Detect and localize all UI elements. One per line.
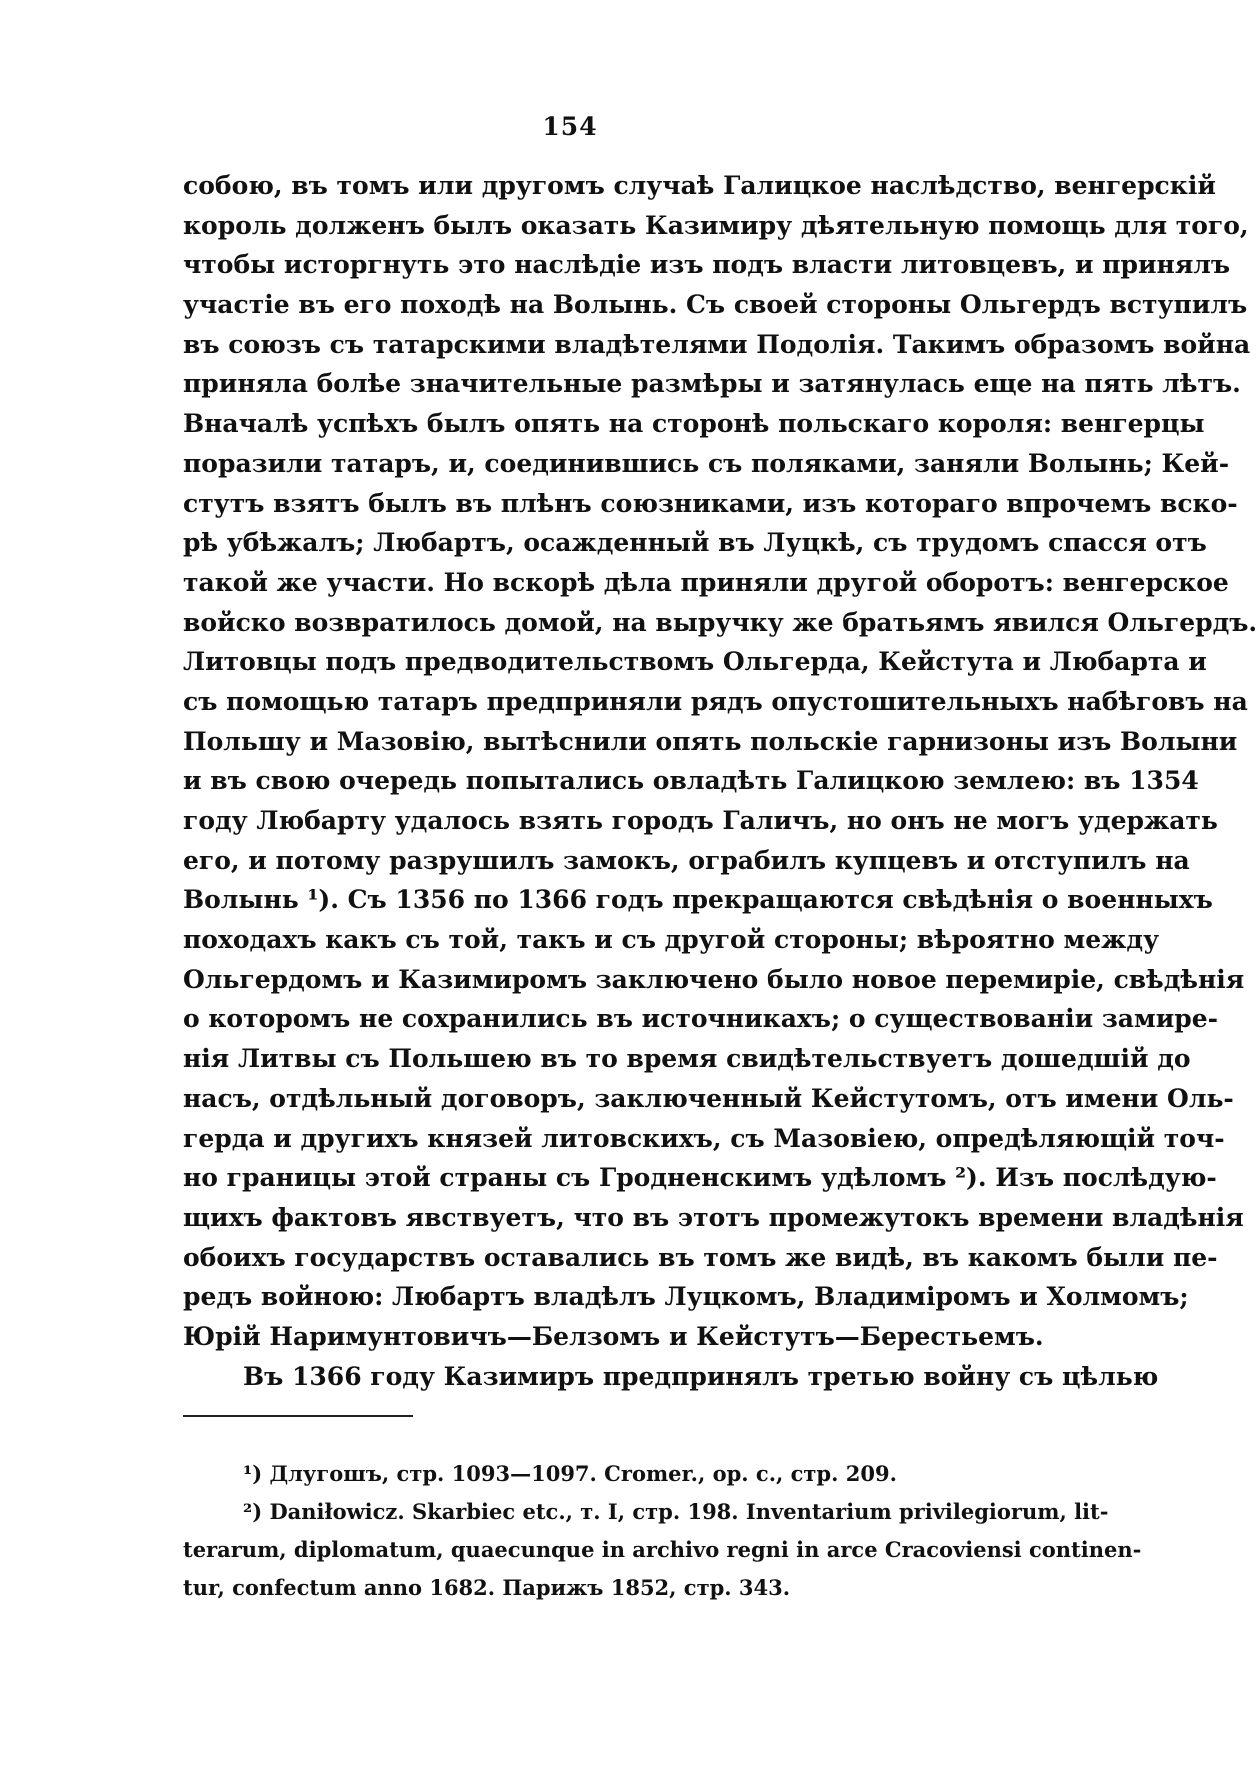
- text-line: король долженъ былъ оказать Казимиру дѣятельную помощь для того,: [183, 210, 1249, 240]
- text-line: войско возвратилось домой, на выручку же братьямъ явился Ольгердъ.: [183, 607, 1257, 637]
- text-line: собою, въ томъ или другомъ случаѣ Галицкое наслѣдство, венгерскій: [183, 171, 1216, 200]
- main-text: [183, 166, 1257, 1396]
- footnotes: [183, 1455, 1142, 1607]
- text-line: щихъ фактовъ явствуетъ, что въ этотъ промежутокъ времени владѣнія: [183, 1202, 1244, 1232]
- text-line: походахъ какъ съ той, такъ и съ другой стороны; вѣроятно между: [183, 925, 1160, 955]
- text-line: Волынь ¹). Съ 1356 по 1366 годъ прекращаются свѣдѣнія о военныхъ: [183, 885, 1213, 915]
- text-line: Литовцы подъ предводительствомъ Ольгерда, Кейстута и Любарта и: [183, 647, 1207, 677]
- text-line: съ помощью татаръ предприняли рядъ опустошительныхъ набѣговъ на: [183, 686, 1248, 716]
- text-line: рѣ убѣжалъ; Любартъ, осажденный въ Луцкѣ, съ трудомъ спасся отъ: [183, 528, 1207, 558]
- text-line: участіе въ его походѣ на Волынь. Съ своей стороны Ольгердъ вступилъ: [183, 290, 1248, 320]
- text-line: но границы этой страны съ Гродненскимъ удѣломъ ²). Изъ послѣдую-: [183, 1163, 1217, 1193]
- text-line: его, и потому разрушилъ замокъ, ограбилъ купцевъ и отступилъ на: [183, 845, 1190, 875]
- footnote-divider: [183, 1415, 413, 1417]
- text-line: редъ войною: Любартъ владѣлъ Луцкомъ, Владиміромъ и Холмомъ;: [183, 1282, 1189, 1312]
- text-line: Ольгердомъ и Казимиромъ заключено было новое перемиріе, свѣдѣнія: [183, 964, 1245, 994]
- text-line: нія Литвы съ Польшею въ то время свидѣтельствуетъ дошедшій до: [183, 1044, 1191, 1074]
- footnote-2-line: tur, confectum anno 1682. Парижъ 1852, стр. 343.: [183, 1575, 791, 1600]
- footnote-2-line: terarum, diplomatum, quaecunque in archivo regni in arce Cracoviensi continen-: [183, 1537, 1142, 1562]
- text-line: Польшу и Мазовію, вытѣснили опять польскіе гарнизоны изъ Волыни: [183, 726, 1238, 756]
- text-line: стутъ взятъ былъ въ плѣнъ союзниками, изъ котораго впрочемъ вско-: [183, 488, 1238, 518]
- text-line-new-paragraph: Въ 1366 году Казимиръ предпринялъ третью войну съ цѣлью: [243, 1361, 1159, 1391]
- text-line: обоихъ государствъ оставались въ томъ же видѣ, въ какомъ были пе-: [183, 1242, 1218, 1272]
- text-line: въ союзъ съ татарскими владѣтелями Подолія. Такимъ образомъ война: [183, 329, 1251, 359]
- text-line: поразили татаръ, и, соединившись съ поляками, заняли Волынь; Кей-: [183, 448, 1230, 478]
- text-line: и въ свою очередь попытались овладѣть Галицкою землею: въ 1354: [183, 766, 1199, 796]
- page-number: 154: [542, 112, 598, 141]
- text-line: насъ, отдѣльный договоръ, заключенный Кейстутомъ, отъ имени Оль-: [183, 1083, 1234, 1113]
- footnote-1: ¹) Длугошъ, стр. 1093—1097. Cromer., op. c., стр. 209.: [243, 1461, 897, 1486]
- text-line: чтобы исторгнуть это наслѣдіе изъ подъ власти литовцевъ, и принялъ: [183, 250, 1231, 280]
- text-line: такой же участи. Но вскорѣ дѣла приняли другой оборотъ: венгерское: [183, 567, 1229, 597]
- footnote-2: ²) Daniłowicz. Skarbiec etc., т. I, стр. 198. Inventarium privilegiorum, lit-: [243, 1499, 1109, 1524]
- text-line: герда и другихъ князей литовскихъ, съ Мазовіею, опредѣляющій точ-: [183, 1123, 1225, 1153]
- text-line: году Любарту удалось взять городъ Галичъ, но онъ не могъ удержать: [183, 806, 1218, 835]
- text-line: о которомъ не сохранились въ источникахъ; о существованіи замире-: [183, 1004, 1219, 1034]
- text-line: Вначалѣ успѣхъ былъ опять на сторонѣ польскаго короля: венгерцы: [183, 409, 1205, 439]
- text-line-paragraph-end: Юрій Наримунтовичъ—Белзомъ и Кейстутъ—Берестьемъ.: [183, 1321, 1044, 1351]
- text-line: приняла болѣе значительные размѣры и затянулась еще на пять лѣтъ.: [183, 369, 1241, 399]
